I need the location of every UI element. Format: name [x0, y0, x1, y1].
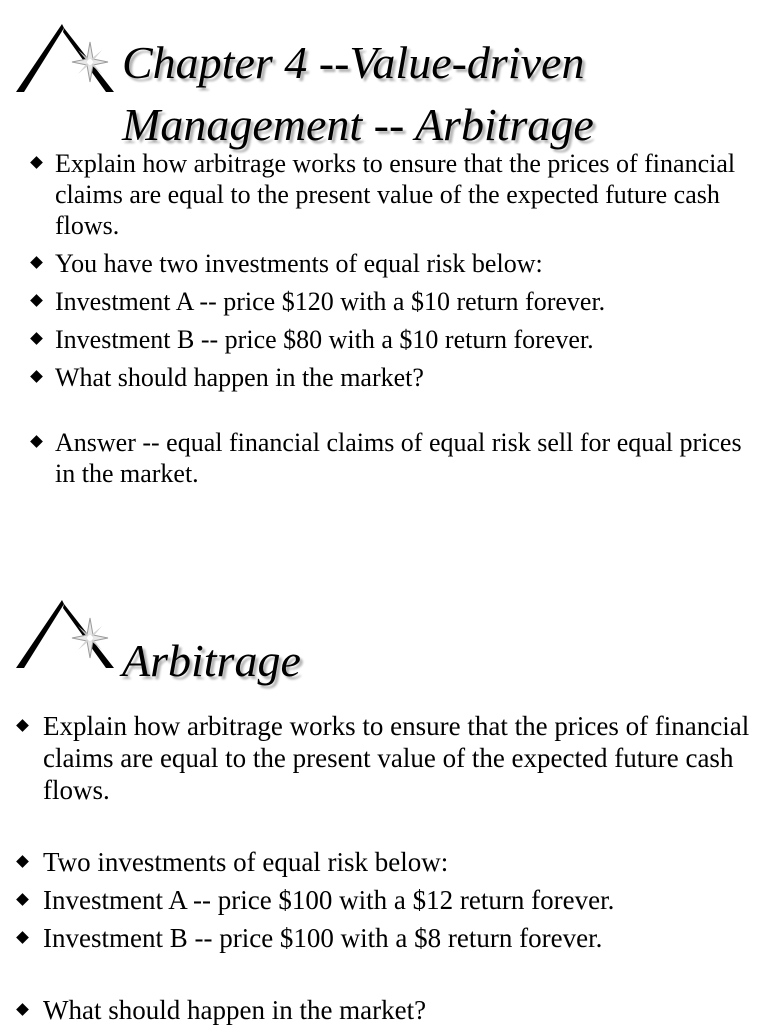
diamond-bullet-icon — [16, 893, 29, 906]
list-item-text: What should happen in the market? — [55, 363, 424, 392]
list-item — [14, 994, 758, 1026]
slide-title: Arbitrage — [122, 635, 301, 686]
list-item-text: Investment A -- price $100 with a $12 return forever. — [43, 885, 615, 915]
list-item — [28, 286, 758, 317]
caret-star-logo-icon — [14, 598, 118, 670]
list-item-text: Explain how arbitrage works to ensure that the prices of financial claims are equal to the present value of the expected future cash flows. — [55, 149, 736, 240]
list-item-text: Investment A -- price $120 with a $10 return forever. — [55, 287, 606, 316]
list-item — [14, 710, 758, 806]
diamond-bullet-icon — [30, 256, 43, 269]
diamond-bullet-icon — [16, 1003, 29, 1016]
list-item — [28, 362, 758, 393]
bullet-list — [28, 148, 758, 496]
list-item — [28, 427, 758, 489]
diamond-bullet-icon — [30, 156, 43, 169]
list-item — [14, 922, 758, 954]
list-item-text: Investment B -- price $100 with a $8 return forever. — [43, 923, 603, 953]
list-item-text: What should happen in the market? — [43, 995, 427, 1025]
slide-arbitrage — [0, 580, 768, 1024]
diamond-bullet-icon — [30, 332, 43, 345]
diamond-bullet-icon — [16, 931, 29, 944]
list-item-text: Two investments of equal risk below: — [43, 847, 449, 877]
slide-title-line-1: Chapter 4 --Value-driven — [122, 37, 585, 88]
diamond-bullet-icon — [30, 370, 43, 383]
list-item — [28, 148, 758, 241]
list-item-text: Explain how arbitrage works to ensure that the prices of financial claims are equal to the present value of the expected future cash flows. — [43, 711, 750, 805]
slide-title-line-2: Management -- Arbitrage — [122, 99, 594, 150]
list-item-text: Investment B -- price $80 with a $10 return forever. — [55, 325, 594, 354]
list-item — [28, 248, 758, 279]
list-item-text: You have two investments of equal risk below: — [55, 249, 543, 278]
bullet-list — [14, 710, 758, 1032]
diamond-bullet-icon — [16, 855, 29, 868]
list-item — [28, 324, 758, 355]
diamond-bullet-icon — [16, 719, 29, 732]
diamond-bullet-icon — [30, 435, 43, 448]
list-item — [14, 846, 758, 878]
caret-star-logo-icon — [14, 22, 118, 94]
list-item-text: Answer -- equal financial claims of equal risk sell for equal prices in the market. — [55, 428, 742, 488]
diamond-bullet-icon — [30, 294, 43, 307]
list-item — [14, 884, 758, 916]
